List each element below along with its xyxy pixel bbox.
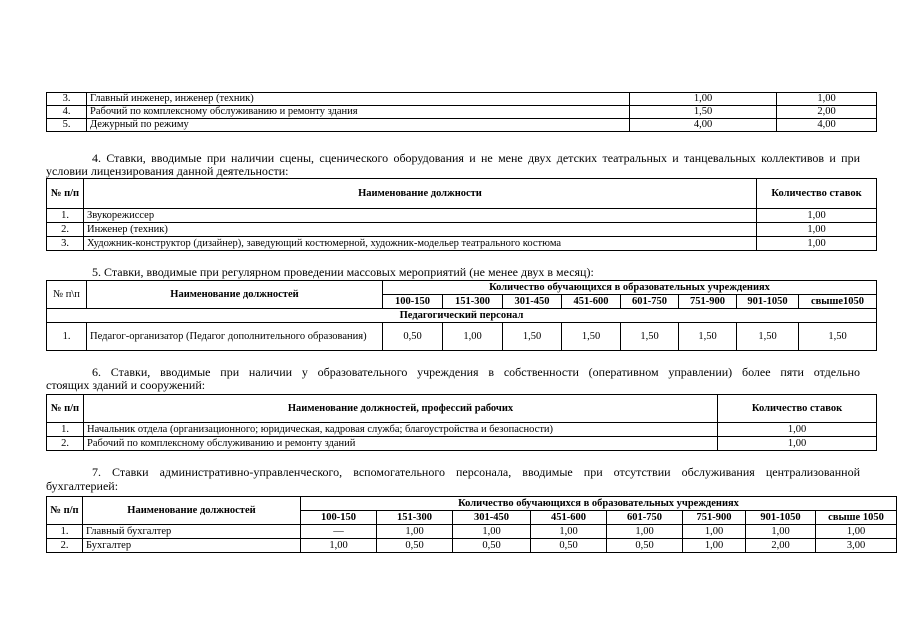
section-6-heading-line2: стоящих зданий и сооружений:: [46, 378, 206, 392]
row-number: 1.: [47, 423, 84, 437]
position-name: Инженер (техник): [84, 223, 757, 237]
value-cell: 1,00: [531, 525, 607, 539]
value-cell: 1,00: [683, 539, 746, 553]
range-header: 301-450: [503, 295, 562, 309]
value-cell: 3,00: [816, 539, 897, 553]
value-cell: 0,50: [607, 539, 683, 553]
position-name: Дежурный по режиму: [87, 119, 630, 132]
range-header: 301-450: [453, 511, 531, 525]
table-row: [47, 539, 897, 553]
row-number: 1.: [47, 209, 84, 223]
row-number: 4.: [47, 106, 87, 119]
value-cell: 0,50: [531, 539, 607, 553]
position-name: Художник-конструктор (дизайнер), заведующий костюмерной, художник-модельер театрального костюма: [84, 237, 757, 251]
header-number: № п\п: [47, 281, 87, 309]
row-number: 2.: [47, 437, 84, 451]
value-cell: 1,50: [799, 323, 877, 351]
range-header: 151-300: [377, 511, 453, 525]
row-number: 5.: [47, 119, 87, 132]
value-cell: 0,50: [377, 539, 453, 553]
position-name: Главный инженер, инженер (техник): [87, 93, 630, 106]
value-cell: —: [301, 525, 377, 539]
row-number: 3.: [47, 237, 84, 251]
header-number: № п/п: [47, 179, 84, 209]
value-cell: 1,50: [630, 106, 777, 119]
value-cell: 4,00: [630, 119, 777, 132]
position-name: Рабочий по комплексному обслуживанию и ремонту здания: [87, 106, 630, 119]
header-position: Наименование должностей, профессий рабочих: [84, 395, 718, 423]
table-row: [47, 525, 897, 539]
range-header: свыше1050: [799, 295, 877, 309]
range-header: 451-600: [562, 295, 621, 309]
count-cell: 1,00: [718, 437, 877, 451]
range-header: 901-1050: [746, 511, 816, 525]
table-section-6: [46, 394, 877, 451]
value-cell: 1,00: [443, 323, 503, 351]
table-row: [47, 437, 877, 451]
range-header: 901-1050: [737, 295, 799, 309]
table-section-5: [46, 280, 877, 351]
section-5-heading: 5. Ставки, вводимые при регулярном проведении массовых мероприятий (не менее двух в месяц):: [92, 265, 594, 279]
count-cell: 1,00: [757, 223, 877, 237]
section-7-heading-line1: 7. Ставки административно-управленческого, вспомогательного персонала, вводимые при отсутствии обслуживания централизованной: [92, 466, 860, 479]
table-row: [47, 223, 877, 237]
row-number: 3.: [47, 93, 87, 106]
table-section-4: [46, 178, 877, 251]
value-cell: 1,50: [562, 323, 621, 351]
header-position: Наименование должностей: [83, 497, 301, 525]
header-count: Количество ставок: [718, 395, 877, 423]
table-section-7: [46, 496, 897, 553]
range-header: 151-300: [443, 295, 503, 309]
range-header: свыше 1050: [816, 511, 897, 525]
value-cell: 0,50: [383, 323, 443, 351]
value-cell: 0,50: [453, 539, 531, 553]
range-header: 601-750: [621, 295, 679, 309]
header-number: № п/п: [47, 497, 83, 525]
header-number: № п/п: [47, 395, 84, 423]
value-cell: 1,00: [746, 525, 816, 539]
position-name: Рабочий по комплексному обслуживанию и ремонту зданий: [84, 437, 718, 451]
table-row: [47, 119, 877, 132]
table-continuation: [46, 92, 877, 132]
header-position: Наименование должностей: [87, 281, 383, 309]
table-row: [47, 106, 877, 119]
value-cell: 1,50: [679, 323, 737, 351]
value-cell: 1,00: [683, 525, 746, 539]
section-row: Педагогический персонал: [47, 309, 877, 323]
row-number: 1.: [47, 525, 83, 539]
value-cell: 1,00: [777, 93, 877, 106]
section-4-heading: 4. Ставки, вводимые при наличии сцены, сценического оборудования и не мене двух детских театральных и танцевальных коллективов и при условии лицензирования данной деятельности:: [46, 151, 860, 178]
range-header: 100-150: [383, 295, 443, 309]
value-cell: 1,00: [377, 525, 453, 539]
value-cell: 1,50: [621, 323, 679, 351]
position-name: Звукорежиссер: [84, 209, 757, 223]
value-cell: 1,50: [737, 323, 799, 351]
value-cell: 2,00: [746, 539, 816, 553]
range-header: 751-900: [679, 295, 737, 309]
position-name: Бухгалтер: [83, 539, 301, 553]
table-row: [47, 323, 877, 351]
row-number: 1.: [47, 323, 87, 351]
count-cell: 1,00: [757, 209, 877, 223]
range-header: 100-150: [301, 511, 377, 525]
count-cell: 1,00: [718, 423, 877, 437]
value-cell: 1,00: [816, 525, 897, 539]
table-row: [47, 237, 877, 251]
section-6-heading-line1: 6. Ставки, вводимые при наличии у образовательного учреждения в собственности (оперативном управлении) более пяти отдельно: [92, 366, 860, 379]
value-cell: 4,00: [777, 119, 877, 132]
section-7-heading-line2: бухгалтерией:: [46, 479, 119, 493]
header-position: Наименование должности: [84, 179, 757, 209]
position-name: Главный бухгалтер: [83, 525, 301, 539]
range-header: 751-900: [683, 511, 746, 525]
table-row: [47, 93, 877, 106]
value-cell: 1,00: [301, 539, 377, 553]
count-cell: 1,00: [757, 237, 877, 251]
value-cell: 2,00: [777, 106, 877, 119]
value-cell: 1,00: [630, 93, 777, 106]
table-row: [47, 209, 877, 223]
range-header: 451-600: [531, 511, 607, 525]
value-cell: 1,50: [503, 323, 562, 351]
table-row: [47, 423, 877, 437]
row-number: 2.: [47, 539, 83, 553]
range-header: 601-750: [607, 511, 683, 525]
value-cell: 1,00: [453, 525, 531, 539]
row-number: 2.: [47, 223, 84, 237]
header-group: Количество обучающихся в образовательных учреждениях: [383, 281, 877, 295]
header-count: Количество ставок: [757, 179, 877, 209]
header-group: Количество обучающихся в образовательных учреждениях: [301, 497, 897, 511]
position-name: Начальник отдела (организационного; юридическая, кадровая служба; благоустройства и безопасности): [84, 423, 718, 437]
value-cell: 1,00: [607, 525, 683, 539]
position-name: Педагог-организатор (Педагог дополнительного образования): [87, 323, 383, 351]
